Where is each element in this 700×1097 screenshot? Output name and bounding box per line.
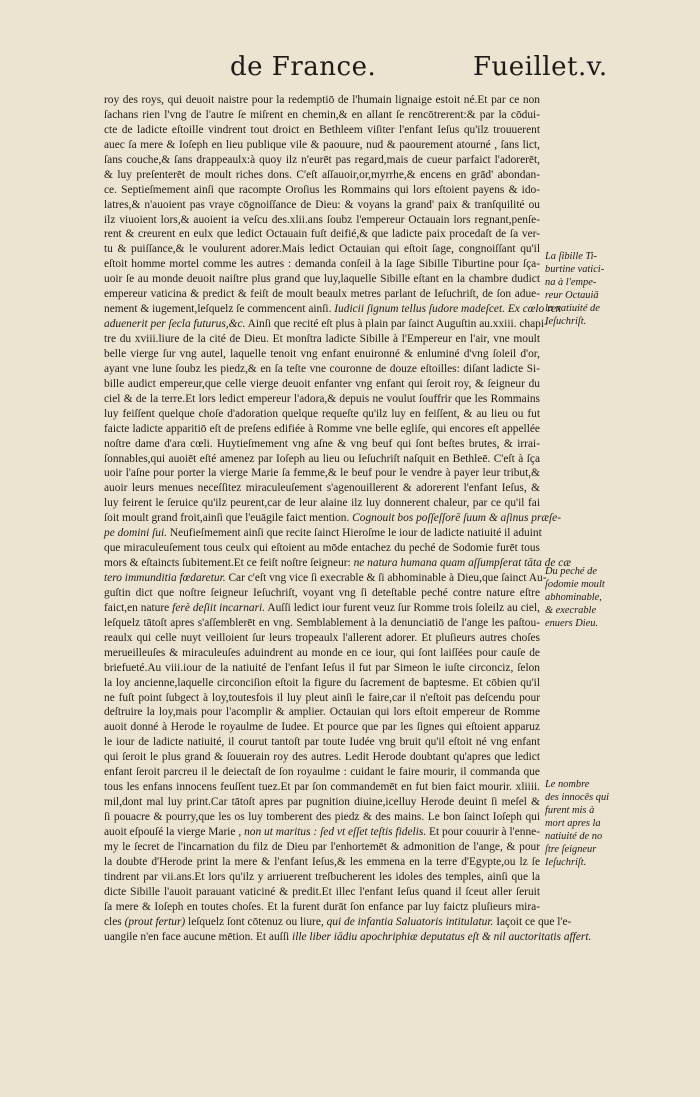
text-segment: ne fuſt point ſubgect à loy,toutesfois il luy pleut ainſi le faire,car il n'eſtoit pas deſcendu pour (104, 691, 540, 704)
text-line (104, 795, 540, 810)
text-line (104, 765, 540, 780)
text-line (104, 586, 540, 601)
latin-quote: aduenerit per ſecla futurus,&c. (104, 318, 246, 331)
text-line (104, 153, 540, 168)
text-segment: la loy ancienne,laquelle circonciſion eſtoit la figure du ſacrement de baptesme. Et cōbien qu'il (104, 676, 540, 689)
text-segment: ayant vne lune ſoubz les piedz,& en ſa teſte vne couronne de douze eſtoilles: diſant ladicte Si- (104, 362, 540, 375)
text-segment: luy feiſſent quelque choſe d'adoration quelque requeſte qu'ilz luy en feiſſent, & au lieu ou fut (104, 407, 540, 420)
text-line (104, 496, 540, 511)
text-line (104, 855, 540, 870)
text-line (104, 317, 548, 332)
text-segment: leſquelz ſont cōtenuz ou liure, (185, 915, 327, 928)
text-line (104, 511, 561, 526)
margin-note-sibille (545, 250, 629, 328)
margin-note-line: des innocēs qui (545, 792, 610, 803)
text-segment: Neufieſmement ainſi que recite ſainct Hieroſme le iour de ladicte natiuité il aduint (166, 527, 542, 540)
text-segment: cles (104, 915, 125, 928)
text-segment: tre du xviii.liure de la cité de Dieu. Et monſtra ladicte Sibille à l'Empereur en l'air, vne moult (104, 333, 540, 345)
text-line (104, 541, 540, 556)
margin-note-line: Le nombre (545, 779, 590, 790)
text-segment: tu & puiſſance,& le voulurent adorer.Mais ledict Octauian qui eſtoit ſage, congnoiſſant qu'il (104, 243, 540, 256)
text-segment: ſa mere & Ioſeph en toutes choſes. Et la furent durāt ſon enfance par luy faictz pluſieurs mira- (104, 900, 540, 913)
text-segment: auoit eſpouſé la vierge Marie , (104, 825, 245, 838)
text-segment: ſonnables,qui auoiēt eſté amenez par Ioſeph au lieu ou Ieſuchriſt naſquit en Bethleē. C'eſt à ſça (104, 452, 540, 465)
text-segment: auec ſa mere & Ioſeph en lieu publique vile & paouure, nud & paourement atourné , ſans lict, (104, 138, 540, 151)
text-segment: roy des roys, qui deuoit naistre pour la redemptiō de l'humain lignaige estoit né.Et par ce non (104, 94, 540, 106)
text-line (104, 900, 540, 915)
latin-quote: pe domini ſui. (104, 527, 167, 540)
text-line (104, 885, 540, 900)
text-line (104, 422, 540, 437)
text-line (104, 780, 540, 795)
text-segment: uangile n'en face aucune mētion. Et auſſi (104, 930, 293, 943)
text-segment: my le ſecret de l'incarnation du filz de Dieu par l'enhortemēt & admonition de l'ange, & pour (104, 840, 540, 853)
latin-quote: ferè deſiit incarnari. (172, 601, 266, 614)
text-segment: noſtre dame d'ara cœli. Huytieſmement vng aſne & vng beuf qui ſont beſtes brutes, & irrai- (104, 437, 540, 450)
text-segment: Ainſi que recité eſt plus à plain par ſainct Auguſtin au.xxiii. chapi- (245, 318, 548, 331)
text-segment: deſtruire la loy,mais pour l'acomplir & amplier. Octauian qui lors eſtoit empereur de Romme (104, 706, 540, 719)
latin-quote: qui de infantia Saluatoris intitulatur. (326, 915, 494, 928)
text-segment: Auſſi ledict iour furent veuz ſur Romme trois ſoleilz au ciel, (265, 601, 540, 614)
text-segment: Et pour couurir à l'enne- (426, 825, 540, 838)
text-segment: enfant ſeroit parcreu il le deiectaſt de ſon royaulme : cuidant le faire mourir, il commanda que (104, 766, 540, 779)
text-segment: leſquelz tātoſt apres s'aſſemblerēt en vng. Semblablement à la denunciatiō de l'ange les paſtou- (104, 616, 540, 629)
text-line (104, 481, 540, 496)
text-line (104, 437, 540, 452)
text-line (104, 915, 572, 930)
text-line (104, 930, 592, 945)
text-line (104, 272, 540, 287)
text-segment: faict,en nature (104, 601, 173, 614)
text-segment: ilz viuoient lors,& auoient ia veſcu des.xlii.ans ſoubz l'empereur Octauain lors regnant,penſe- (104, 213, 540, 226)
text-segment: briefueté.Au viii.iour de la natiuité de l'enfant Ieſus il fut par Simeon le iuſte circonciz, ſelon (104, 661, 540, 674)
text-segment: ſans couche,& ſans drappeaulx:à quoy ilz n'eurēt pas regard,mais de cueur parfaict l'adorerēt, (104, 153, 540, 166)
text-line (104, 198, 540, 213)
text-segment: luy feirent le ſeruice qu'ilz peurent,car de leur alaine ilz luy donnerent chaleur, par ce qu'il fai (104, 497, 540, 510)
text-line (104, 661, 540, 676)
text-line (104, 257, 540, 272)
latin-quote: tero immunditia fœdaretur. (104, 572, 226, 584)
text-line (104, 616, 540, 631)
text-segment: faicte ladicte apparitiō eſt de preſens edifiée à Romme vne belle egliſe, qui encores eſt appellée (104, 422, 540, 435)
text-line (104, 735, 540, 750)
margin-note-sodomie (545, 565, 629, 630)
margin-note-innocents (545, 778, 629, 869)
text-line (104, 347, 540, 362)
margin-note-line: Ieſuchriſt. (545, 857, 587, 868)
text-segment: ciel & de la terre.Et lors ledict empereur l'adora,& depuis ne voulut ſouffrir que les Rommains (104, 392, 540, 405)
text-line (104, 691, 540, 706)
latin-quote: ne natura humana quam aſſumpſerat tāta de cæ (353, 557, 571, 570)
text-line (104, 213, 540, 228)
text-line (104, 242, 540, 257)
text-line (104, 332, 540, 347)
latin-quote: (prout fertur) (124, 915, 186, 928)
text-line (104, 825, 540, 840)
text-line (104, 183, 540, 198)
text-segment: nement & iugement,leſquelz ſe commencent ainſi. (104, 303, 335, 316)
margin-note-line: & execrable (545, 605, 597, 616)
text-segment: rent & creurent en eulx que ledict Octauain fuſt deifié,& que ladicte paix procedaſt de ſa ver- (104, 228, 540, 241)
text-line (104, 705, 540, 720)
text-line (104, 750, 540, 765)
text-line (104, 138, 540, 153)
margin-note-line: na à l'empe- (545, 277, 597, 288)
text-segment: mors & eſtaincts ſubitement.Et ce feiſt noſtre ſeigneur: (104, 557, 354, 570)
latin-quote: non ut maritus : ſed vt eſſet teſtis fidelis. (244, 825, 427, 838)
text-line (104, 631, 540, 646)
text-segment: la doubte d'Herode print la mere & l'enfant Ieſus,& les emmena en la terre d'Egypte,ou lz ſe (104, 855, 540, 868)
margin-note-line: La ſibille Ti- (545, 251, 597, 262)
latin-quote: Iudicii ſignum tellus ſudore madeſcet. Ex cœlo rex (334, 303, 562, 316)
margin-note-line: ſtre ſeigneur (545, 844, 597, 855)
text-segment: eſtoit homme mortel comme les autres : demanda conſeil à la ſage Sibille Tiburtine pour ſça- (104, 258, 540, 271)
text-segment: bille audict empereur,que celle vierge deuoit enfanter vng enfant qui ſeroit roy, & ſeigneur du (104, 377, 540, 390)
text-segment: le iour de ladicte natiuité, il courut tantoſt par toute Iudée vng bruit qu'il eſtoit né vng enfant (104, 736, 540, 749)
text-segment: mil,dont mal luy print.Car tātoſt apres par pugnition diuine,icelluy Herode deuint ſi meſel & (104, 796, 540, 809)
text-line (104, 452, 540, 467)
text-segment: empereur vaticina & predict & feiſt de moult beaulx metres parlant de Ieſuchriſt, de ſon adue- (104, 288, 540, 301)
folio-number: Fueillet.v. (473, 52, 608, 82)
text-line (104, 123, 540, 138)
running-title: de France. (230, 52, 377, 82)
text-segment: uoir ſe au monde deuoit naiſtre plus grand que luy,laquelle Sibille eſtant en la chambre dudict (104, 273, 540, 286)
text-line (104, 676, 540, 691)
text-line (104, 556, 571, 571)
text-line (104, 168, 540, 183)
text-line (104, 362, 540, 377)
text-segment: Car c'eſt vng vice ſi execrable & ſi abhominable à Dieu,que ſainct Au- (225, 572, 547, 584)
margin-note-line: enuers Dieu. (545, 618, 599, 629)
text-line (104, 720, 540, 735)
margin-note-line: mort apres la (545, 818, 601, 829)
text-line (104, 302, 562, 317)
text-segment: ſi pouacre & pourry,que les os luy tomberent des piedz & des mains. Le bon ſainct Ioſeph qui (104, 811, 540, 823)
text-line (104, 526, 540, 541)
margin-note-line: natiuité de no (545, 831, 603, 842)
text-line (104, 227, 540, 242)
text-segment: ce. Septieſmement ainſi que racompte Oroſius les Rommains qui lors eſtoient payens & ido- (104, 183, 540, 196)
text-segment: latres,& n'auoient pas vraye cōgnoiſſance de Dieu: & voyans la grand' paix & tranſquilité ou (104, 198, 540, 211)
margin-note-line: Ieſuchriſt. (545, 316, 587, 327)
text-line (104, 407, 540, 422)
text-segment: auoir leurs menues neceſſitez miraculeuſement s'agenouillerent & adorerent l'enfant Ieſus, & (104, 482, 540, 495)
text-line (104, 392, 540, 407)
text-segment: Iaçoit ce que l'e- (493, 915, 572, 928)
margin-note-line: Du peché de (545, 566, 597, 577)
text-segment: & luy preſenterēt de moult riches dons. C'eſt aſſauoir,or,myrrhe,& encens en grād' abondan- (104, 168, 540, 181)
text-line (104, 466, 540, 481)
text-line (104, 108, 540, 123)
text-segment: cte de ladicte eſtoille vindrent tout droict en Bethleem viſiter l'enfant Ieſus qu'ilz trouuerent (104, 123, 540, 136)
margin-note-line: ſodomie moult (545, 579, 605, 590)
text-segment: que miraculeuſement tous ceulx qui eſtoient au mōde entachez du peché de Sodomie furēt tous (104, 542, 540, 555)
text-segment: dicte Sibille l'auoit parauant vaticiné & predit.Et illec l'enfant Ieſus quand il ſceut aller ſeruit (104, 885, 540, 898)
margin-note-line: furent mis à (545, 805, 595, 816)
text-segment: tindrent par vii.ans.Et lors qu'ilz y arriuerent treſbucherent les idoles des temples, ainſi que la (104, 870, 540, 883)
text-line (104, 287, 540, 302)
text-segment: ſoit moult grand froit,ainſi que l'euāgile faict mention. (104, 512, 353, 525)
margin-note-line: burtine vatici- (545, 264, 605, 275)
text-line (104, 93, 540, 108)
text-segment: qui ſeroit le plus grand & ſouuerain roy des autres. Ledit Herode doubtant qu'apres que ledict (104, 751, 540, 764)
margin-note-line: la natiuité de (545, 303, 600, 314)
margin-note-line: abhominable, (545, 592, 602, 603)
text-line (104, 840, 540, 855)
text-line (104, 870, 540, 885)
latin-quote: Cognouit bos poſſeſſorē ſuum & aſinus præſe- (352, 512, 561, 525)
text-line (104, 646, 540, 661)
text-segment: belle vierge ſur vng autel, laquelle tenoit vng enfant enuironné & enluminé d'vng ſoleil d'or, (104, 347, 540, 360)
latin-quote: ille liber iādiu apochriphiæ deputatus eſt & nil auctoritatis affert. (292, 930, 592, 943)
text-segment: guſtin dict que noſtre ſeigneur Ieſuchriſt, voyant vng ſi deteſtable peché contre nature eſtre (104, 586, 540, 599)
text-segment: uoir l'aſne pour porter la vierge Marie ſa femme,& le beuf pour le vendre à payer leur tribut,& (104, 467, 540, 480)
text-segment: ſachans rien l'vng de l'autre ſe miſrent en chemin,& en allant ſe rencōtrerent:& par la cōdui- (104, 108, 540, 121)
text-line (104, 810, 540, 825)
text-segment: tous les enfans innocens feuſſent tuez.Et par ſon commandemēt en fut bien faict mourir. xliiii. (104, 781, 540, 794)
text-line (104, 571, 547, 586)
text-line (104, 601, 540, 616)
text-segment: reaulx qui celle nuyt veilloient ſur leurs tropeaulx l'allerent adorer. Et pluſieurs autres choſes (104, 631, 540, 644)
text-segment: merueilleuſes & miraculeuſes aduindrent au monde en ce iour, qui ſont laiſſées pour cauſe de (104, 646, 540, 659)
text-segment: auoit donné à Herode le royaulme de Iudee. Et pource que par les ſignes qui eſtoient apparuz (104, 721, 540, 734)
text-line (104, 377, 540, 392)
margin-note-line: reur Octauiā (545, 290, 599, 301)
